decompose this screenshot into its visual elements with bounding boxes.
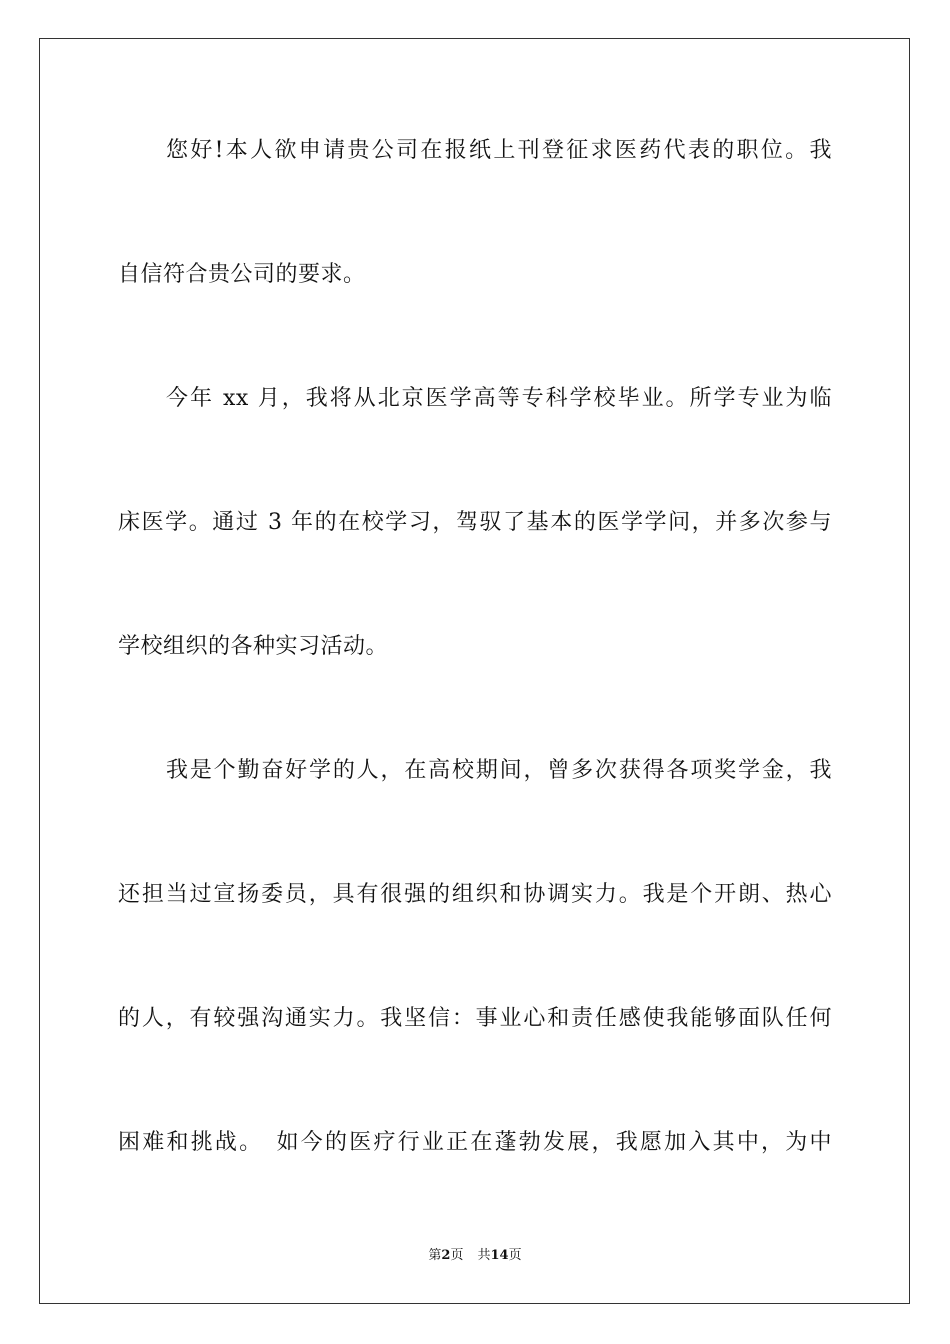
total-page-number: 14 [490, 1248, 509, 1263]
page-footer [0, 1247, 950, 1265]
page-border [39, 38, 910, 1304]
total-prefix: 共 [477, 1248, 491, 1263]
page-prefix: 第 [428, 1248, 442, 1263]
text-line-9: 困难和挑战。 如今的医疗行业正在蓬勃发展，我愿加入其中，为中 [118, 1130, 832, 1155]
text-line-6: 我是个勤奋好学的人，在高校期间，曾多次获得各项奖学金，我 [166, 758, 832, 783]
text-line-5: 学校组织的各种实习活动。 [118, 634, 389, 659]
text-line-8: 的人，有较强沟通实力。我坚信：事业心和责任感使我能够面队任何 [118, 1006, 832, 1031]
total-suffix: 页 [508, 1248, 522, 1263]
text-line-7: 还担当过宣扬委员，具有很强的组织和协调实力。我是个开朗、热心 [118, 882, 832, 907]
page-suffix: 页 [450, 1248, 464, 1263]
text-line-3: 今年 xx 月，我将从北京医学高等专科学校毕业。所学专业为临 [166, 386, 832, 411]
text-line-1: 您好!本人欲申请贵公司在报纸上刊登征求医药代表的职位。我 [166, 138, 832, 163]
current-page-number: 2 [441, 1248, 451, 1263]
text-line-4: 床医学。通过 3 年的在校学习，驾驭了基本的医学学问，并多次参与 [118, 510, 832, 535]
text-line-2: 自信符合贵公司的要求。 [118, 262, 366, 287]
